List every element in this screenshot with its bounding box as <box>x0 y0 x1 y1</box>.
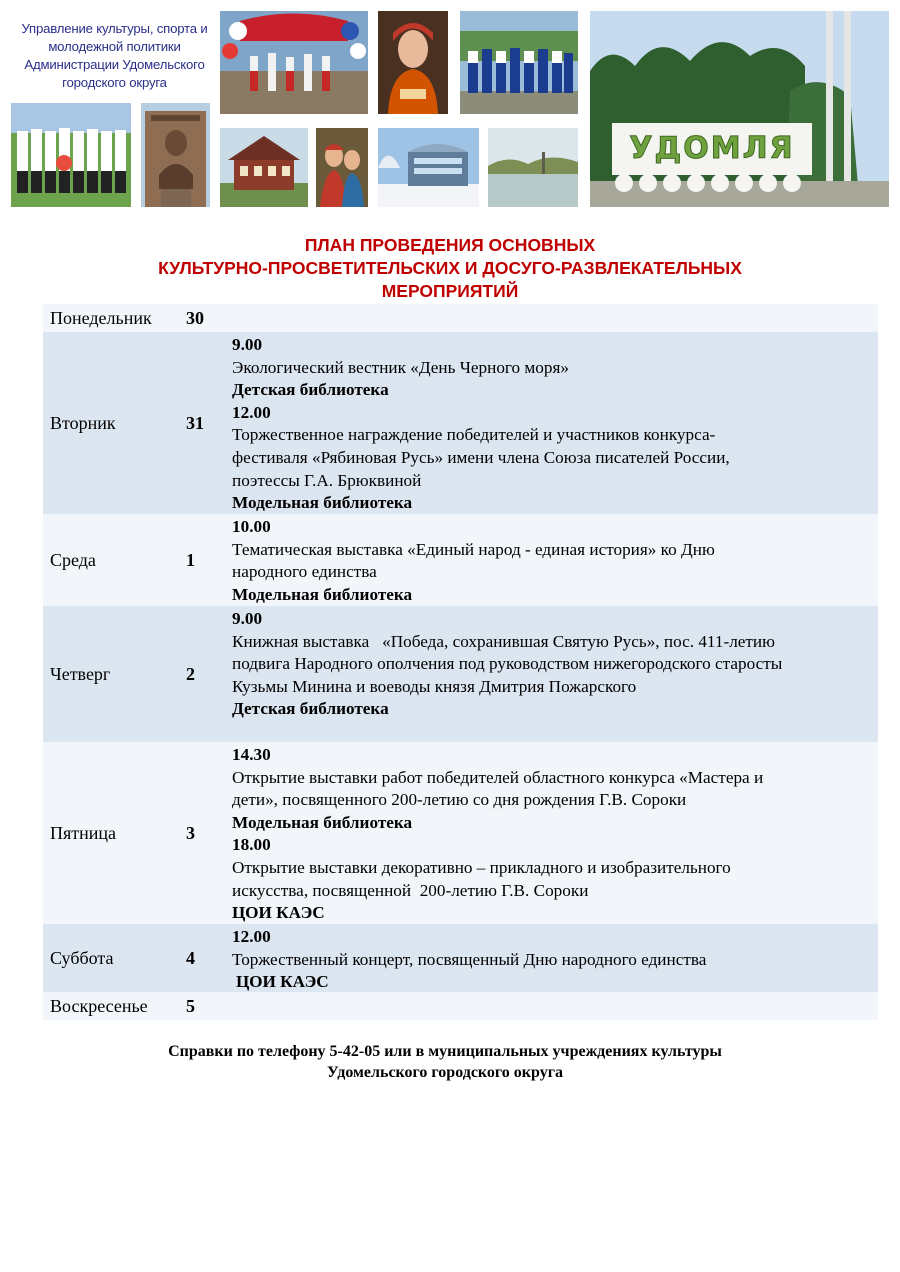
schedule-table <box>43 304 878 1020</box>
day-name: Суббота <box>50 947 114 968</box>
event-venue: ЦОИ КАЭС <box>236 972 329 992</box>
event-description: Тематическая выставка «Единый народ - единая история» ко Дню <box>232 539 715 559</box>
event-description: Торжественное награждение победителей и участников конкурса- <box>232 425 716 445</box>
photo-monument-bust <box>141 103 210 207</box>
event-time: 18.00 <box>232 835 271 855</box>
schedule-row-sunday <box>43 992 878 1020</box>
day-events <box>232 742 878 924</box>
day-name: Пятница <box>50 822 117 843</box>
schedule-row-monday <box>43 304 878 332</box>
day-events <box>232 332 878 514</box>
day-events <box>232 924 878 992</box>
event-description: фестиваля «Рябиновая Русь» имени члена Союза писателей России, <box>232 447 730 467</box>
day-date: 31 <box>186 412 204 433</box>
event-description: поэтессы Г.А. Брюквиной <box>232 470 422 490</box>
event-description: Торжественный концерт, посвященный Дню народного единства <box>232 949 707 969</box>
day-name: Воскресенье <box>50 995 148 1016</box>
event-description: Книжная выставка «Победа, сохранившая Святую Русь», пос. 411-летию <box>232 631 775 651</box>
sign-text: УДОМЛЯ <box>629 131 795 166</box>
event-description: подвига Народного ополчения под руководством нижегородского старосты <box>232 654 783 674</box>
day-events <box>232 606 878 742</box>
header-banner <box>11 11 889 207</box>
photo-folk-dance-stage <box>220 11 368 114</box>
schedule-row-wednesday <box>43 514 878 606</box>
schedule-row-friday <box>43 742 878 924</box>
photo-winter-building <box>378 128 479 207</box>
schedule-row-saturday <box>43 924 878 992</box>
day-events <box>232 304 878 332</box>
title-line-1: ПЛАН ПРОВЕДЕНИЯ ОСНОВНЫХ <box>304 235 596 255</box>
event-venue: Модельная библиотека <box>232 584 413 604</box>
photo-lake-landscape <box>488 128 578 207</box>
day-date: 5 <box>186 995 195 1016</box>
title-line-2: КУЛЬТУРНО-ПРОСВЕТИТЕЛЬСКИХ И ДОСУГО-РАЗВЛЕКАТЕЛЬНЫХ <box>158 258 742 278</box>
day-events <box>232 992 878 1020</box>
event-venue: Детская библиотека <box>232 380 389 400</box>
event-time: 12.00 <box>232 927 271 946</box>
day-date: 1 <box>186 549 195 570</box>
photo-painting-woman <box>378 11 448 114</box>
event-venue: Детская библиотека <box>232 699 389 719</box>
photo-choir-group <box>460 11 578 114</box>
title-line-3: МЕРОПРИЯТИЙ <box>381 281 519 301</box>
event-description: Открытие выставки декоративно – прикладного и изобразительного <box>232 857 731 877</box>
day-name: Среда <box>50 549 96 570</box>
event-description: дети», посвященного 200-летию со дня рождения Г.В. Сороки <box>232 790 687 810</box>
event-time: 10.00 <box>232 517 271 536</box>
event-description: народного единства <box>232 562 377 582</box>
event-venue: Модельная библиотека <box>232 493 413 513</box>
footer-line-2: Удомельского городского округа <box>327 1064 563 1081</box>
day-name: Вторник <box>50 412 116 433</box>
footer-line-1: Справки по телефону 5-42-05 или в муниципальных учреждениях культуры <box>168 1043 722 1060</box>
photo-wooden-house <box>220 128 308 207</box>
event-venue: ЦОИ КАЭС <box>232 903 325 923</box>
day-date: 30 <box>186 307 204 328</box>
photo-sport-team <box>11 103 131 207</box>
document-title <box>0 234 900 303</box>
day-events <box>232 514 878 606</box>
photo-udomlya-sign <box>590 11 889 207</box>
day-date: 4 <box>186 947 195 968</box>
day-name: Четверг <box>50 663 111 684</box>
event-time: 12.00 <box>232 402 271 422</box>
event-time: 14.30 <box>232 745 271 764</box>
event-venue: Модельная библиотека <box>232 812 413 832</box>
event-description: Экологический вестник «День Черного моря» <box>232 357 569 377</box>
event-time: 9.00 <box>232 609 263 628</box>
schedule-row-tuesday <box>43 332 878 514</box>
schedule-row-thursday <box>43 606 878 742</box>
photo-painting-girls <box>316 128 368 207</box>
contact-footer <box>0 1041 890 1083</box>
event-description: Открытие выставки работ победителей областного конкурса «Мастера и <box>232 767 764 787</box>
day-date: 3 <box>186 822 195 843</box>
day-name: Понедельник <box>50 307 152 328</box>
event-description: искусства, посвященной 200-летию Г.В. Сороки <box>232 880 589 900</box>
event-time: 9.00 <box>232 335 263 354</box>
day-date: 2 <box>186 663 195 684</box>
event-description: Кузьмы Минина и воеводы князя Дмитрия Пожарского <box>232 676 637 696</box>
organization-name: Управление культуры, спорта и молодежной политики Администрации Удомельского городского округа <box>21 21 208 90</box>
